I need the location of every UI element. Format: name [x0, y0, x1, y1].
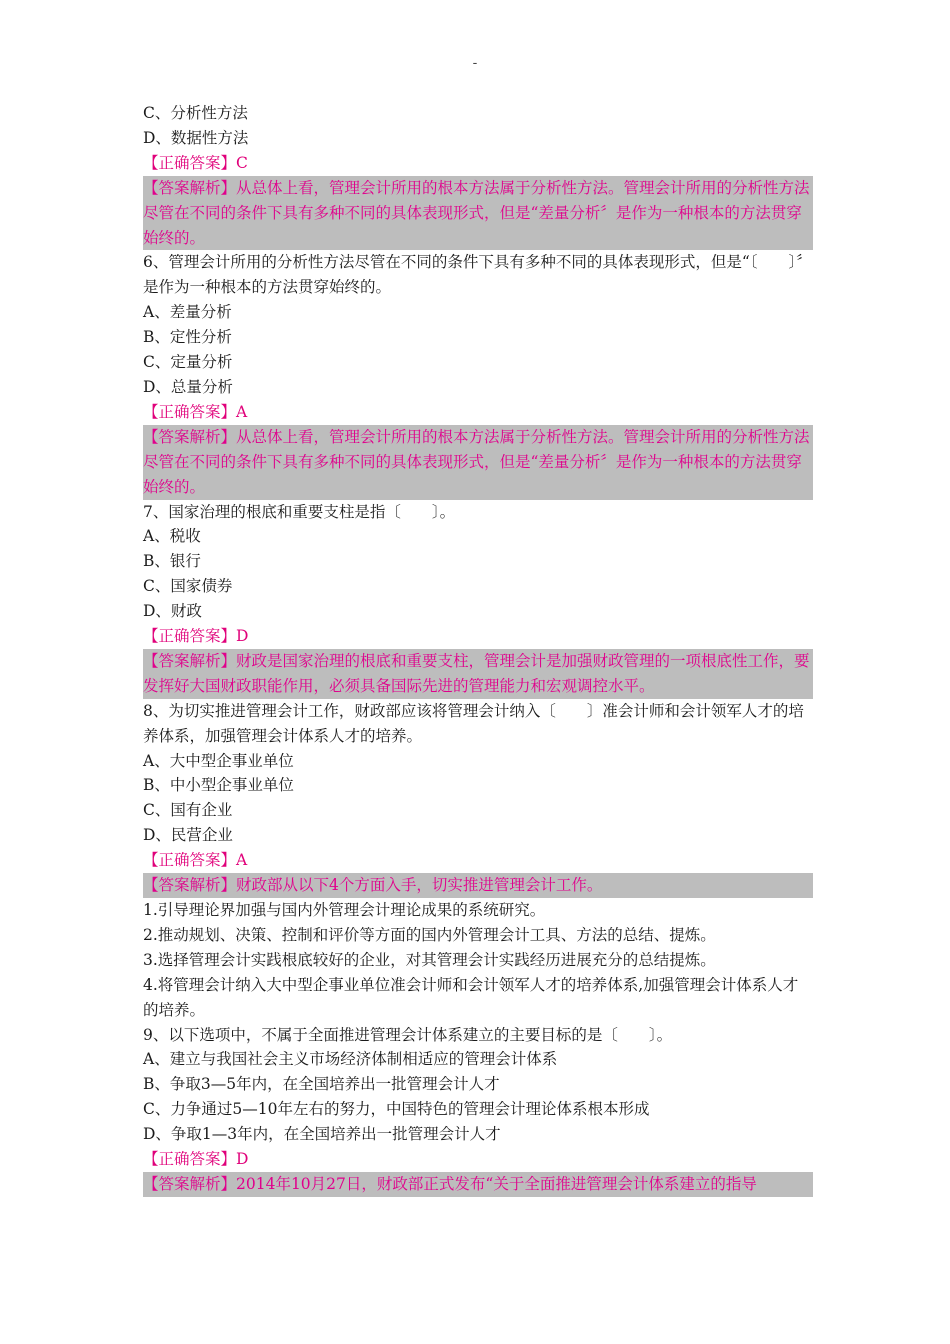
- correct-answer: 【正确答案】D: [143, 1150, 249, 1169]
- correct-answer: 【正确答案】A: [143, 851, 248, 870]
- page-mark: -: [472, 56, 478, 71]
- option-d: D、争取1—3年内，在全国培养出一批管理会计人才: [143, 1125, 501, 1144]
- option-b: B、银行: [143, 552, 201, 571]
- answer-analysis: 【答案解析】财政是国家治理的根底和重要支柱，管理会计是加强财政管理的一项根底性工作，要发挥好大国财政职能作用，必须具备国际先进的管理能力和宏观调控水平。: [143, 649, 813, 699]
- correct-answer: 【正确答案】A: [143, 402, 248, 421]
- analysis-item-2: 2.推动规划、决策、控制和评价等方面的国内外管理会计工具、方法的总结、提炼。: [143, 925, 716, 944]
- option-b: B、争取3—5年内，在全国培养出一批管理会计人才: [143, 1075, 500, 1094]
- option-a: A、大中型企事业单位: [143, 751, 294, 770]
- option-c: C、国有企业: [143, 801, 233, 820]
- answer-analysis: 【答案解析】2014年10月27日，财政部正式发布“关于全面推进管理会计体系建立的指导: [143, 1172, 813, 1197]
- option-d: D、总量分析: [143, 377, 233, 396]
- correct-answer: 【正确答案】C: [143, 153, 248, 172]
- option-c: C、定量分析: [143, 353, 233, 372]
- question-6: 6、管理会计所用的分析性方法尽管在不同的条件下具有多种不同的具体表现形式，但是“〔 〕〞是作为一种根本的方法贯穿始终的。: [143, 253, 812, 297]
- option-d: D、数据性方法: [143, 128, 249, 147]
- answer-analysis: 【答案解析】财政部从以下4个方面入手，切实推进管理会计工作。: [143, 873, 813, 898]
- option-c: C、分析性方法: [143, 104, 248, 122]
- option-d: D、民营企业: [143, 826, 233, 845]
- analysis-item-4: 4.将管理会计纳入大中型企事业单位准会计师和会计领军人才的培养体系,加强管理会计体系人才的培养。: [143, 975, 799, 1019]
- option-b: B、定性分析: [143, 328, 232, 347]
- option-a: A、建立与我国社会主义市场经济体制相适应的管理会计体系: [143, 1050, 558, 1069]
- option-a: A、税收: [143, 527, 201, 546]
- answer-analysis: 【答案解析】从总体上看，管理会计所用的根本方法属于分析性方法。管理会计所用的分析性方法尽管在不同的条件下具有多种不同的具体表现形式，但是“差量分析〞是作为一种根本的方法贯穿始终的。: [143, 425, 813, 500]
- option-b: B、中小型企事业单位: [143, 776, 294, 795]
- question-7: 7、国家治理的根底和重要支柱是指〔 〕。: [143, 502, 456, 521]
- correct-answer: 【正确答案】D: [143, 627, 249, 646]
- option-c: C、力争通过5—10年左右的努力，中国特色的管理会计理论体系根本形成: [143, 1100, 650, 1119]
- option-d: D、财政: [143, 602, 202, 621]
- analysis-item-3: 3.选择管理会计实践根底较好的企业，对其管理会计实践经历进展充分的总结提炼。: [143, 950, 716, 969]
- answer-analysis: 【答案解析】从总体上看，管理会计所用的根本方法属于分析性方法。管理会计所用的分析性方法尽管在不同的条件下具有多种不同的具体表现形式，但是“差量分析〞是作为一种根本的方法贯穿始终的。: [143, 176, 813, 251]
- option-c: C、国家债券: [143, 577, 233, 596]
- question-8: 8、为切实推进管理会计工作，财政部应该将管理会计纳入〔 〕准会计师和会计领军人才的培养体系，加强管理会计体系人才的培养。: [143, 701, 804, 745]
- document-body: [143, 101, 813, 1197]
- question-9: 9、以下选项中，不属于全面推进管理会计体系建立的主要目标的是〔 〕。: [143, 1025, 673, 1044]
- analysis-item-1: 1.引导理论界加强与国内外管理会计理论成果的系统研究。: [143, 901, 546, 919]
- option-a: A、差量分析: [143, 303, 232, 322]
